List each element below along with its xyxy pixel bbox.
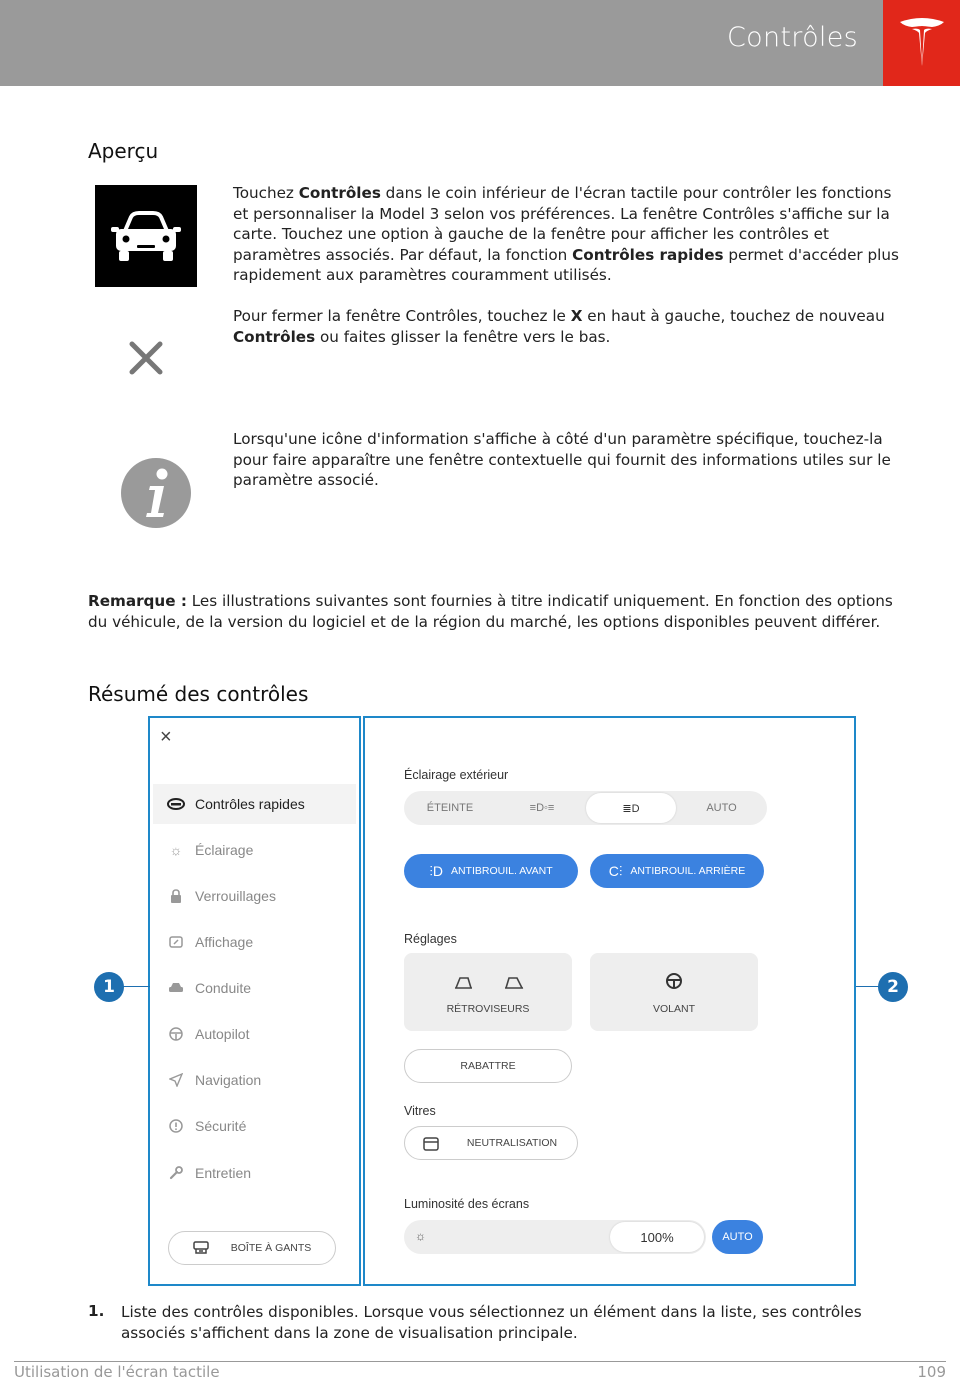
lighting-option-lowbeam[interactable]: ≣D: [586, 793, 676, 823]
brightness-auto-button[interactable]: AUTO: [712, 1220, 763, 1254]
overview-paragraph-3: Lorsqu'une icône d'information s'affiche à côté d'un paramètre spécifique, touchez-la pour faire apparaître une fenêtre contextuelle qui fournit des informations utiles sur le paramètre associé.: [233, 430, 891, 489]
rear-fog-button[interactable]: C⫶ ANTIBROUIL. ARRIÈRE: [590, 854, 764, 888]
list-item-text: Liste des contrôles disponibles. Lorsque vous sélectionnez un élément dans la liste, ses contrôles associés s'affichent dans la zone de visualisation principale.: [121, 1303, 862, 1342]
footer-section-title: Utilisation de l'écran tactile: [14, 1363, 220, 1381]
sidebar-item-locks[interactable]: [153, 876, 356, 916]
sidebar-item-label: Verrouillages: [195, 888, 276, 904]
section-heading-overview: Aperçu: [88, 139, 159, 163]
sidebar-item-lighting[interactable]: [153, 830, 356, 870]
callout-1: 1: [94, 972, 124, 1002]
windows-label: Vitres: [404, 1104, 436, 1118]
glovebox-icon: [193, 1241, 209, 1255]
note-label: Remarque :: [88, 592, 187, 610]
info-icon: [120, 457, 192, 533]
steering-label: VOLANT: [652, 1003, 695, 1015]
rear-fog-icon: C⫶: [608, 862, 623, 879]
sidebar-item-label: Entretien: [195, 1165, 252, 1181]
sidebar-item-quick-controls[interactable]: [153, 784, 356, 824]
exterior-lighting-label: Éclairage extérieur: [404, 768, 509, 782]
fold-mirrors-button[interactable]: RABATTRE: [404, 1049, 572, 1083]
sidebar-item-label: Affichage: [195, 934, 254, 950]
sidebar-item-autopilot[interactable]: [153, 1014, 356, 1054]
controls-car-icon-box: [95, 185, 197, 287]
mirrors-label: RÉTROVISEURS: [446, 1003, 530, 1015]
front-fog-button[interactable]: ⫶D ANTIBROUIL. AVANT: [404, 854, 578, 888]
brand-logo: [883, 0, 960, 86]
window-icon: [423, 1137, 439, 1151]
sidebar-item-label: Contrôles rapides: [195, 796, 305, 812]
window-lockout-button[interactable]: [404, 1126, 578, 1160]
overview-paragraph-1: Touchez Contrôles dans le coin inférieur de l'écran tactile pour contrôler les fonctions et personnaliser la Model 3 selon vos préférences. La fenêtre Contrôles s'affiche sur la carte. Touchez une option à gauche de la fenêtre pour afficher les contrôles et paramètres associés. Par défaut, la fonction Contrôles rapides permet d'accéder plus rapidement aux paramètres couramment utilisés.: [233, 184, 899, 284]
mirrors-tile[interactable]: [404, 953, 572, 1031]
brightness-slider[interactable]: [404, 1220, 706, 1254]
lock-icon: [167, 887, 185, 905]
sidebar-item-navigation[interactable]: [153, 1060, 356, 1100]
callout-2: 2: [878, 972, 908, 1002]
sidebar-item-label: Autopilot: [195, 1026, 250, 1042]
mirror-icon: [454, 975, 524, 991]
sidebar-item-label: Navigation: [195, 1072, 262, 1088]
steering-wheel-icon: [167, 1025, 185, 1043]
display-icon: [167, 933, 185, 951]
list-item-number: 1.: [88, 1302, 105, 1320]
brightness-sun-icon: ☼: [415, 1229, 426, 1243]
window-lockout-label: NEUTRALISATION: [466, 1137, 558, 1149]
glovebox-label: BOÎTE À GANTS: [230, 1242, 312, 1254]
footer-divider: [14, 1361, 946, 1362]
footer-page-number: 109: [917, 1363, 946, 1381]
overview-paragraph-2: Pour fermer la fenêtre Contrôles, touchez le X en haut à gauche, touchez de nouveau Contrôles ou faites glisser la fenêtre vers le bas.: [233, 307, 885, 346]
lighting-option-parking[interactable]: ≡D◦≡: [529, 802, 555, 814]
close-x-icon: [128, 340, 164, 380]
glovebox-button[interactable]: [168, 1231, 336, 1265]
callout-line-1: [122, 986, 150, 987]
steering-wheel-icon: [666, 973, 682, 989]
eye-icon: [167, 795, 185, 813]
brightness-label: Luminosité des écrans: [404, 1197, 530, 1211]
steering-tile[interactable]: [590, 953, 758, 1031]
sidebar-item-label: Conduite: [195, 980, 252, 996]
alert-circle-icon: [167, 1117, 185, 1135]
wrench-icon: [167, 1164, 185, 1182]
page-header: [0, 0, 960, 86]
lighting-segmented-control: [404, 791, 767, 825]
sun-icon: ☼: [169, 842, 183, 858]
navigation-arrow-icon: [167, 1071, 185, 1089]
sidebar-item-label: Sécurité: [195, 1118, 247, 1134]
car-icon: [95, 185, 197, 287]
section-heading-summary: Résumé des contrôles: [88, 682, 309, 706]
page-title: Contrôles: [727, 22, 858, 53]
sidebar-item-service[interactable]: [153, 1153, 356, 1193]
callout-line-2: [856, 986, 880, 987]
sidebar-item-display[interactable]: [153, 922, 356, 962]
sidebar-item-driving[interactable]: [153, 968, 356, 1008]
lighting-option-off[interactable]: ÉTEINTE: [426, 802, 474, 814]
note-paragraph: Remarque : Les illustrations suivantes sont fournies à titre indicatif uniquement. En fonction des options du véhicule, de la version du logiciel et de la région du marché, les options disponibles peuvent différer.: [88, 592, 893, 631]
car-icon: [167, 979, 185, 997]
settings-label: Réglages: [404, 932, 457, 946]
front-fog-icon: ⫶D: [429, 862, 443, 879]
brightness-value[interactable]: 100%: [610, 1222, 704, 1252]
sidebar-item-label: Éclairage: [195, 842, 254, 858]
lighting-option-auto[interactable]: AUTO: [706, 802, 737, 814]
sidebar-item-safety[interactable]: [153, 1106, 356, 1146]
tesla-logo-icon: [898, 16, 946, 68]
sidebar-close-button[interactable]: ×: [160, 726, 172, 748]
